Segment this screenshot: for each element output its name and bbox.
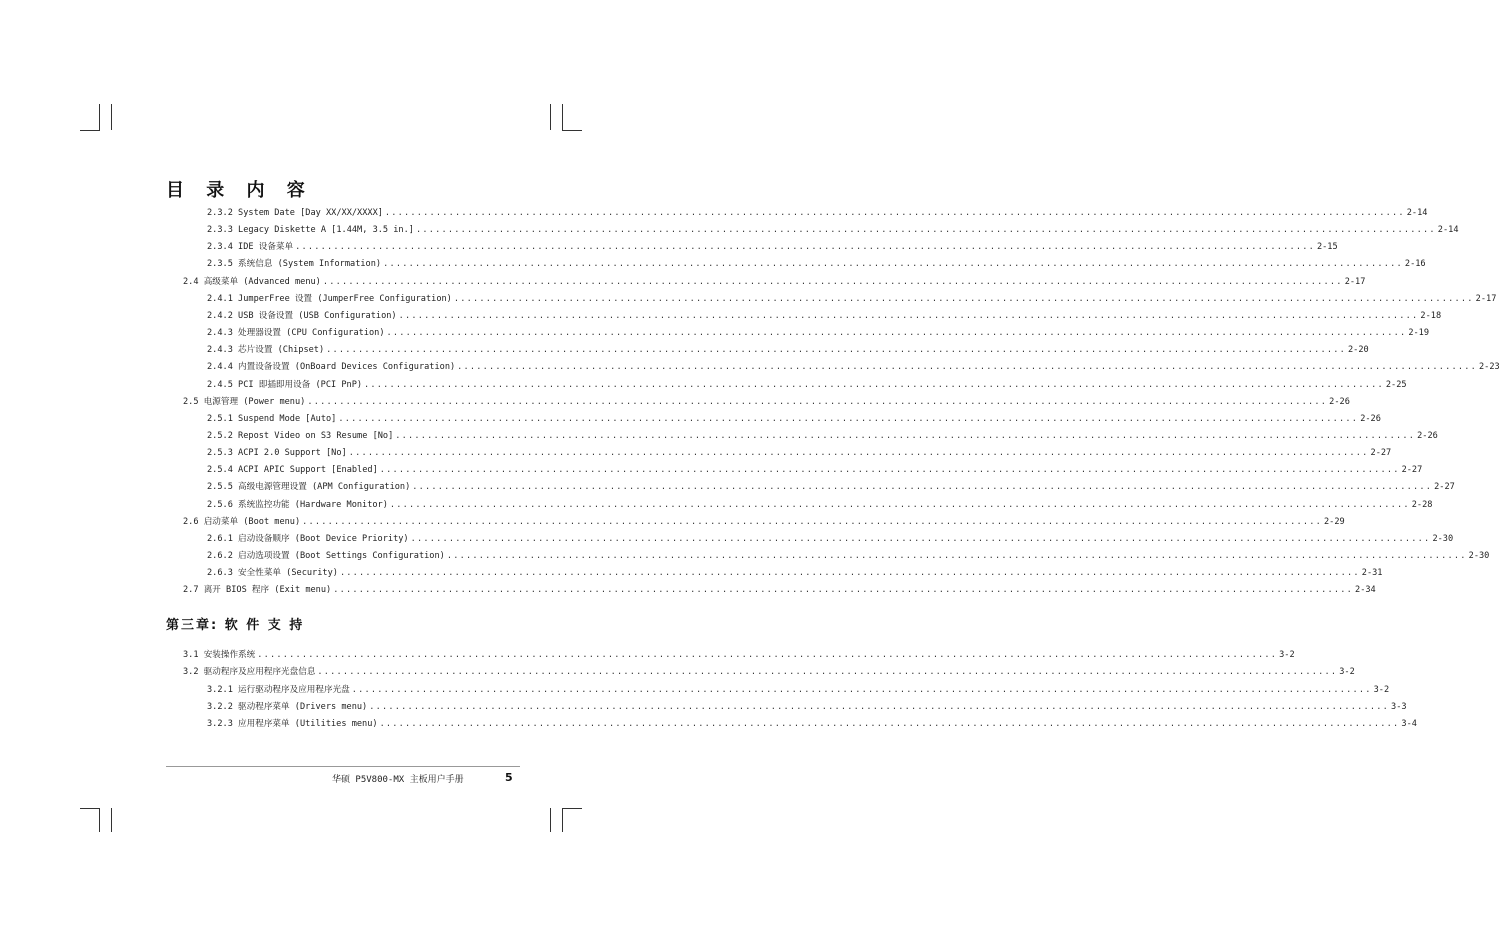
toc-entry[interactable] — [207, 204, 1428, 218]
toc-entry[interactable] — [207, 547, 1490, 561]
toc-entry-page: 2-30 — [1468, 551, 1490, 561]
toc-leader-dots: ................................................................................................................................................................ — [446, 551, 1467, 561]
toc-entry-page: 2-26 — [1329, 396, 1350, 407]
toc-leader-dots: ................................................................................................................................................................ — [326, 345, 1346, 356]
toc-entry-page: 2-14 — [1406, 208, 1428, 218]
toc-entry-label: 2.4.4 内置设备设置 (OnBoard Devices Configuration) — [207, 362, 456, 373]
toc-entry-label: 2.3.4 IDE 设备菜单 — [207, 242, 294, 253]
toc-leader-dots: ................................................................................................................................................................ — [415, 225, 1436, 236]
toc-leader-dots: ................................................................................................................................................................ — [398, 310, 1419, 321]
toc-leader-dots: ................................................................................................................................................................ — [395, 430, 1416, 441]
page-title: 目 录 内 容 — [166, 180, 313, 201]
toc-leader-dots: ................................................................................................................................................................ — [322, 276, 1343, 287]
toc-entry-page: 2-16 — [1404, 259, 1426, 270]
toc-entry-page: 2-29 — [1324, 516, 1345, 527]
toc-leader-dots: ................................................................................................................................................................ — [453, 293, 1474, 304]
toc-leader-dots: ................................................................................................................................................................ — [364, 379, 1384, 390]
toc-leader-dots: ................................................................................................................................................................ — [386, 328, 1407, 339]
toc-entry[interactable] — [207, 478, 1455, 493]
toc-entry[interactable] — [207, 410, 1381, 424]
toc-entry[interactable] — [207, 376, 1407, 390]
toc-entry-label: 3.2.3 应用程序菜单 (Utilities menu) — [207, 719, 378, 729]
toc-leader-dots: ................................................................................................................................................................ — [379, 719, 1400, 729]
toc-leader-dots: ................................................................................................................................................................ — [317, 667, 1338, 678]
toc-entry-label: 3.2 驱动程序及应用程序光盘信息 — [183, 667, 316, 678]
toc-leader-dots: ................................................................................................................................................................ — [339, 568, 1360, 579]
toc-entry-page: 2-15 — [1316, 242, 1338, 253]
toc-entry-page: 2-28 — [1411, 499, 1433, 510]
footer-title: 华硕 P5V800-MX 主板用户手册 — [332, 775, 464, 785]
chapter-heading: 第三章: 软 件 支 持 — [166, 618, 305, 633]
toc-entry-page: 2-14 — [1437, 225, 1459, 236]
toc-entry[interactable] — [207, 307, 1442, 321]
toc-entry-label: 2.4.3 处理器设置 (CPU Configuration) — [207, 328, 385, 339]
toc-leader-dots: ................................................................................................................................................................ — [379, 465, 1400, 476]
toc-entry-label: 3.1 安装操作系统 — [183, 650, 256, 660]
toc-entry-page: 2-19 — [1408, 328, 1430, 339]
toc-entry-page: 2-17 — [1344, 276, 1366, 287]
toc-leader-dots: ................................................................................................................................................................ — [369, 701, 1390, 712]
toc-entry-page: 2-17 — [1475, 293, 1497, 304]
toc-entry[interactable] — [207, 496, 1433, 510]
toc-entry-page: 2-30 — [1432, 533, 1454, 544]
toc-entry-label: 2.6 启动菜单 (Boot menu) — [183, 516, 301, 527]
toc-leader-dots: ................................................................................................................................................................ — [410, 533, 1431, 544]
toc-entry-label: 3.2.2 驱动程序菜单 (Drivers menu) — [207, 701, 368, 712]
toc-entry[interactable] — [207, 444, 1392, 459]
toc-entry[interactable] — [183, 273, 1366, 287]
toc-entry-page: 3-2 — [1279, 650, 1295, 660]
toc-entry[interactable] — [207, 290, 1497, 304]
toc-leader-dots: ................................................................................................................................................................ — [384, 208, 1405, 218]
toc-entry-label: 2.6.3 安全性菜单 (Security) — [207, 568, 338, 579]
toc-entry-page: 2-27 — [1370, 448, 1392, 459]
toc-leader-dots: ................................................................................................................................................................ — [389, 499, 1410, 510]
toc-entry-page: 3-2 — [1339, 667, 1355, 678]
toc-entry[interactable] — [207, 530, 1454, 544]
toc-entry[interactable] — [207, 461, 1423, 476]
toc-entry[interactable] — [207, 238, 1338, 253]
toc-entry-label: 2.3.5 系统信息 (System Information) — [207, 259, 382, 270]
toc-entry-label: 2.4.3 芯片设置 (Chipset) — [207, 345, 325, 356]
toc-leader-dots: ................................................................................................................................................................ — [383, 259, 1403, 270]
toc-leader-dots: ................................................................................................................................................................ — [457, 362, 1477, 373]
footer-rule — [166, 766, 520, 767]
toc-entry-page: 2-20 — [1348, 345, 1369, 356]
toc-entry-page: 3-2 — [1373, 684, 1390, 695]
toc-entry[interactable] — [207, 564, 1383, 579]
toc-entry-page: 2-26 — [1417, 430, 1438, 441]
toc-leader-dots: ................................................................................................................................................................ — [351, 684, 1372, 695]
toc-entry-label: 2.5.5 高级电源管理设置 (APM Configuration) — [207, 482, 411, 493]
toc-entry-label: 2.5.3 ACPI 2.0 Support [No] — [207, 448, 347, 459]
toc-entry-page: 2-27 — [1434, 482, 1455, 493]
toc-entry[interactable] — [183, 646, 1295, 660]
toc-entry-page: 2-27 — [1401, 465, 1423, 476]
toc-entry-page: 2-34 — [1355, 585, 1376, 596]
toc-entry-label: 2.4.5 PCI 即插即用设备 (PCI PnP) — [207, 379, 363, 390]
toc-leader-dots: ................................................................................................................................................................ — [307, 396, 1328, 407]
toc-entry[interactable] — [183, 581, 1376, 596]
toc-entry-page: 2-25 — [1385, 379, 1407, 390]
toc-entry-label: 2.5.6 系统监控功能 (Hardware Monitor) — [207, 499, 388, 510]
toc-entry-label: 2.5.1 Suspend Mode [Auto] — [207, 413, 337, 424]
toc-entry-label: 2.6.1 启动设备顺序 (Boot Device Priority) — [207, 533, 409, 544]
toc-entry-label: 2.5.2 Repost Video on S3 Resume [No] — [207, 430, 394, 441]
toc-entry-page: 2-26 — [1360, 413, 1381, 424]
toc-leader-dots: ................................................................................................................................................................ — [412, 482, 1433, 493]
toc-entry-label: 2.3.2 System Date [Day XX/XX/XXXX] — [207, 208, 383, 218]
toc-entry-label: 2.4.1 JumperFree 设置 (JumperFree Configuration) — [207, 293, 452, 304]
toc-entry[interactable] — [207, 255, 1426, 270]
toc-entry[interactable] — [183, 663, 1355, 678]
toc-leader-dots: ................................................................................................................................................................ — [257, 650, 1278, 660]
toc-leader-dots: ................................................................................................................................................................ — [295, 242, 1315, 253]
toc-leader-dots: ................................................................................................................................................................ — [333, 585, 1354, 596]
toc-entry-page: 2-23 — [1479, 362, 1500, 373]
toc-entry-label: 2.3.3 Legacy Diskette A [1.44M, 3.5 in.] — [207, 225, 414, 236]
toc-leader-dots: ................................................................................................................................................................ — [338, 413, 1359, 424]
toc-entry[interactable] — [207, 324, 1430, 339]
toc-entry-label: 2.7 离开 BIOS 程序 (Exit menu) — [183, 585, 332, 596]
toc-entry-page: 2-31 — [1361, 568, 1383, 579]
toc-entry[interactable] — [207, 715, 1417, 729]
toc-entry-label: 2.6.2 启动选项设置 (Boot Settings Configuration) — [207, 551, 445, 561]
toc-entry-label: 3.2.1 运行驱动程序及应用程序光盘 — [207, 684, 350, 695]
toc-entry[interactable] — [207, 341, 1369, 356]
toc-entry-page: 3-3 — [1391, 701, 1407, 712]
toc-entry[interactable] — [207, 221, 1459, 236]
toc-entry[interactable] — [207, 681, 1390, 695]
toc-entry-page: 3-4 — [1401, 719, 1417, 729]
toc-entry[interactable] — [207, 698, 1407, 712]
toc-entry-page: 2-18 — [1420, 310, 1442, 321]
footer-page-number: 5 — [505, 771, 513, 784]
toc-entry-label: 2.4.2 USB 设备设置 (USB Configuration) — [207, 310, 397, 321]
toc-entry-label: 2.5.4 ACPI APIC Support [Enabled] — [207, 465, 378, 476]
toc-leader-dots: ................................................................................................................................................................ — [302, 516, 1322, 527]
toc-entry[interactable] — [207, 427, 1438, 441]
toc-entry[interactable] — [183, 513, 1345, 527]
toc-entry[interactable] — [183, 393, 1350, 407]
toc-entry-label: 2.4 高级菜单 (Advanced menu) — [183, 276, 321, 287]
toc-leader-dots: ................................................................................................................................................................ — [348, 448, 1369, 459]
toc-entry-label: 2.5 电源管理 (Power menu) — [183, 396, 306, 407]
toc-entry[interactable] — [207, 358, 1500, 373]
